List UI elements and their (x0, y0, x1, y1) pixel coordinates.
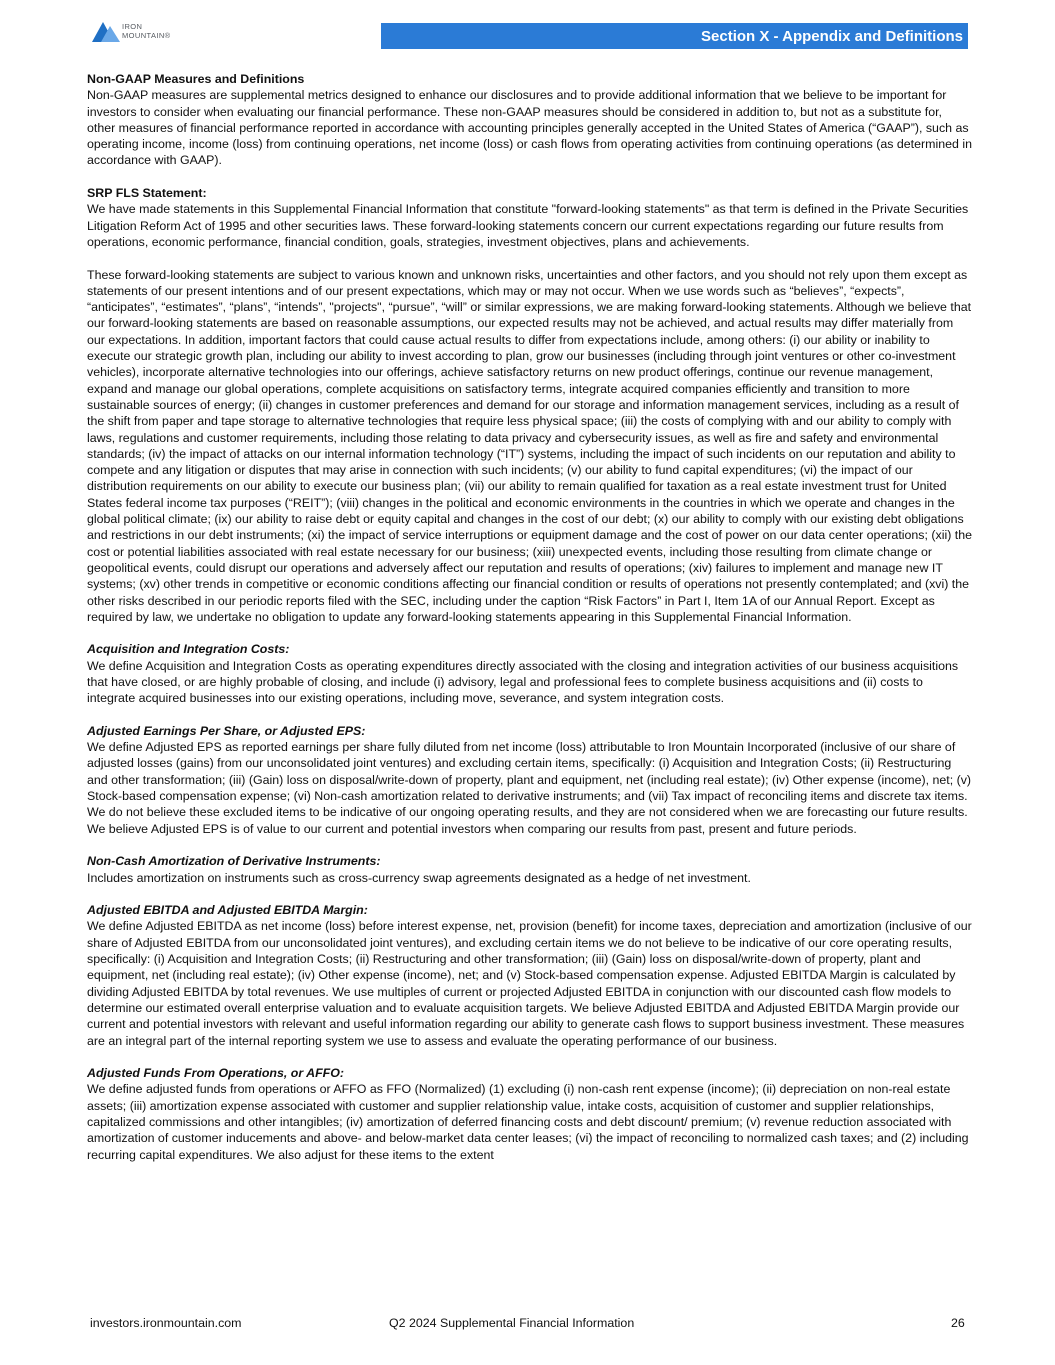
section-body: We define adjusted funds from operations or AFFO as FFO (Normalized) (1) excluding (i) non-cash rent expense (income); (ii) depreciation on non-real estate assets; (iii) amortization expense associated with customer and supplier relationship value, intake costs, acquisition of customer and supplier relationships, capitalized commissions and other intangibles; (iv) amortization of deferred financing costs and debt discount/ premium; (v) revenue reduction associated with amortization of customer inducements and above- and below-market data center leases; (vi) the impact of reconciling to normalized cash taxes; and (2) including recurring capital expenditures. We also adjust for these items to the extent (87, 1082, 969, 1162)
page-content (87, 71, 972, 1179)
section-noncash-amortization (87, 853, 972, 886)
section-body: Includes amortization on instruments such as cross-currency swap agreements designated as a hedge of net investment. (87, 870, 751, 885)
section-adjusted-ebitda (87, 902, 972, 1049)
logo-name-line2: MOUNTAIN (122, 31, 165, 40)
section-non-gaap (87, 71, 972, 169)
section-adjusted-eps (87, 723, 972, 837)
section-banner (381, 23, 968, 49)
section-heading: Acquisition and Integration Costs: (87, 642, 290, 657)
section-heading: SRP FLS Statement: (87, 186, 207, 201)
footer-document-title: Q2 2024 Supplemental Financial Information (389, 1316, 635, 1330)
logo-wordmark (122, 22, 171, 40)
mountain-logo-icon (92, 20, 120, 42)
section-affo (87, 1065, 972, 1163)
logo-name-line1: IRON (122, 22, 143, 31)
section-acquisition-costs (87, 641, 972, 706)
section-body: Non-GAAP measures are supplemental metrics designed to enhance our disclosures and to provide additional information that we believe to be important for investors to consider when evaluating our financial performance. These non-GAAP measures should be considered in addition to, but not as a substitute for, other measures of financial performance reported in accordance with accounting principles generally accepted in the United States of America (“GAAP”), such as operating income, income (loss) from continuing operations, net income (loss) or cash flows from operating activities from continuing operations (as determined in accordance with GAAP). (87, 88, 972, 168)
section-heading: Non-Cash Amortization of Derivative Instruments: (87, 854, 381, 869)
section-body: These forward-looking statements are subject to various known and unknown risks, uncertainties and other factors, and you should not rely upon them except as statements of our present intentions and of our present expectations, which may or may not occur. When we use words such as “believes”, “expects”, “anticipates”, “estimates”, “plans”, “intends”, "projects", “pursue”, “will” or similar expressions, we are making forward-looking statements. Although we believe that our forward-looking statements are based on reasonable assumptions, our expected results may not be achieved, and actual results may differ materially from our expectations. In addition, important factors that could cause actual results to differ from expectations include, among others: (i) our ability or inability to execute our strategic growth plan, including our ability to invest according to plan, grow our businesses (including through joint ventures or other co-investment vehicles), incorporate alternative technologies into our offerings, achieve satisfactory returns on new product offerings, continue our revenue management, expand and manage our global operations, complete acquisitions on satisfactory terms, integrate acquired companies efficiently and transition to more sustainable sources of energy; (ii) changes in customer preferences and demand for our storage and information management services, including as a result of the shift from paper and tape storage to alternative technologies that require less physical space; (iii) the costs of complying with and our ability to comply with laws, regulations and customer requirements, including those relating to data privacy and cybersecurity issues, as well as fire and safety and environmental standards; (iv) the impact of attacks on our internal information technology (“IT”) systems, including the impact of such incidents on our reputation and ability to compete and any litigation or disputes that may arise in connection with such incidents; (v) our ability to fund capital expenditures; (vi) the impact of our distribution requirements on our ability to execute our business plan; (vii) our ability to remain qualified for taxation as a real estate investment trust for United States federal income tax purposes (“REIT”); (viii) changes in the political and economic environments in the countries in which we operate and changes in the global political climate; (ix) our ability to raise debt or equity capital and changes in the cost of our debt; (x) our ability to comply with our existing debt obligations and restrictions in our debt instruments; (xi) the impact of service interruptions or equipment damage and the cost of power on our data center operations; (xii) the cost or potential liabilities associated with real estate necessary for our business; (xiii) unexpected events, including those resulting from climate change or geopolitical events, could disrupt our operations and adversely affect our reputation and results of operations; (xiv) failures to implement and manage new IT systems; (xv) other trends in competitive or economic conditions affecting our financial condition or results of operations not presently contemplated; and (xvi) the other risks described in our periodic reports filed with the SEC, including under the caption “Risk Factors” in Part I, Item 1A of our Annual Report. Except as required by law, we undertake no obligation to update any forward-looking statements appearing in this Supplemental Financial Information. (87, 267, 973, 624)
section-heading: Non-GAAP Measures and Definitions (87, 72, 305, 86)
section-title: Section X - Appendix and Definitions (701, 27, 963, 45)
page-number: 26 (951, 1316, 965, 1330)
section-heading: Adjusted Earnings Per Share, or Adjusted EPS: (87, 723, 366, 738)
section-srp-fls-continued (87, 267, 972, 626)
section-body: We have made statements in this Supplemental Financial Information that constitute "forward-looking statements" as that term is defined in the Private Securities Litigation Reform Act of 1995 and other securities laws. These forward-looking statements concern our current expectations regarding our future results from operations, economic performance, financial condition, goals, strategies, investment objectives, plans and achievements. (87, 202, 969, 249)
section-srp-fls (87, 185, 972, 250)
logo-trademark: ® (164, 31, 171, 40)
section-body: We define Adjusted EBITDA as net income (loss) before interest expense, net, provision (benefit) for income taxes, depreciation and amortization (inclusive of our share of Adjusted EBITDA from our unconsolidated joint ventures), and excluding certain items we do not believe to be indicative of our core operating results, specifically: (i) Acquisition and Integration Costs; (ii) Restructuring and other transformation; (iii) (Gain) loss on disposal/write-down of property, plant and equipment, net (including real estate); (iv) Other expense (income), net; and (v) Stock-based compensation expense. Adjusted EBITDA Margin is calculated by dividing Adjusted EBITDA by total revenues. We use multiples of current or projected Adjusted EBITDA in conjunction with our discounted cash flow models to determine our estimated overall enterprise valuation and to evaluate acquisition targets. We believe Adjusted EBITDA and Adjusted EBITDA Margin provide our current and potential investors with relevant and useful information regarding our ability to generate cash flows to support business investment. These measures are an integral part of the internal reporting system we use to assess and evaluate the operating performance of our business. (87, 919, 972, 1048)
iron-mountain-logo (92, 20, 171, 42)
section-body: We define Acquisition and Integration Costs as operating expenditures directly associated with the closing and integration activities of our business acquisitions that have closed, or are highly probable of closing, and include (i) advisory, legal and professional fees to complete business acquisitions and (ii) costs to integrate acquired businesses into our existing operations, including move, severance, and system integration costs. (87, 658, 959, 706)
section-heading: Adjusted EBITDA and Adjusted EBITDA Margin: (87, 903, 368, 918)
footer-website: investors.ironmountain.com (90, 1316, 242, 1330)
section-body: We define Adjusted EPS as reported earnings per share fully diluted from net income (loss) attributable to Iron Mountain Incorporated (inclusive of our share of adjusted losses (gains) from our unconsolidated joint ventures) and excluding certain items, specifically: (i) Acquisition and Integration Costs; (ii) Restructuring and other transformation; (iii) (Gain) loss on disposal/write-down of property, plant and equipment, net (including real estate); (iv) Other expense (income), net; (v) Stock-based compensation expense; (vi) Non-cash amortization related to derivative instruments; and (vii) Tax impact of reconciling items and discrete tax items. We do not believe these excluded items to be indicative of our ongoing operating results, and they are not considered when we are forecasting our future results. We believe Adjusted EPS is of value to our current and potential investors when comparing our results from past, present and future periods. (87, 740, 972, 836)
section-heading: Adjusted Funds From Operations, or AFFO: (87, 1066, 344, 1081)
